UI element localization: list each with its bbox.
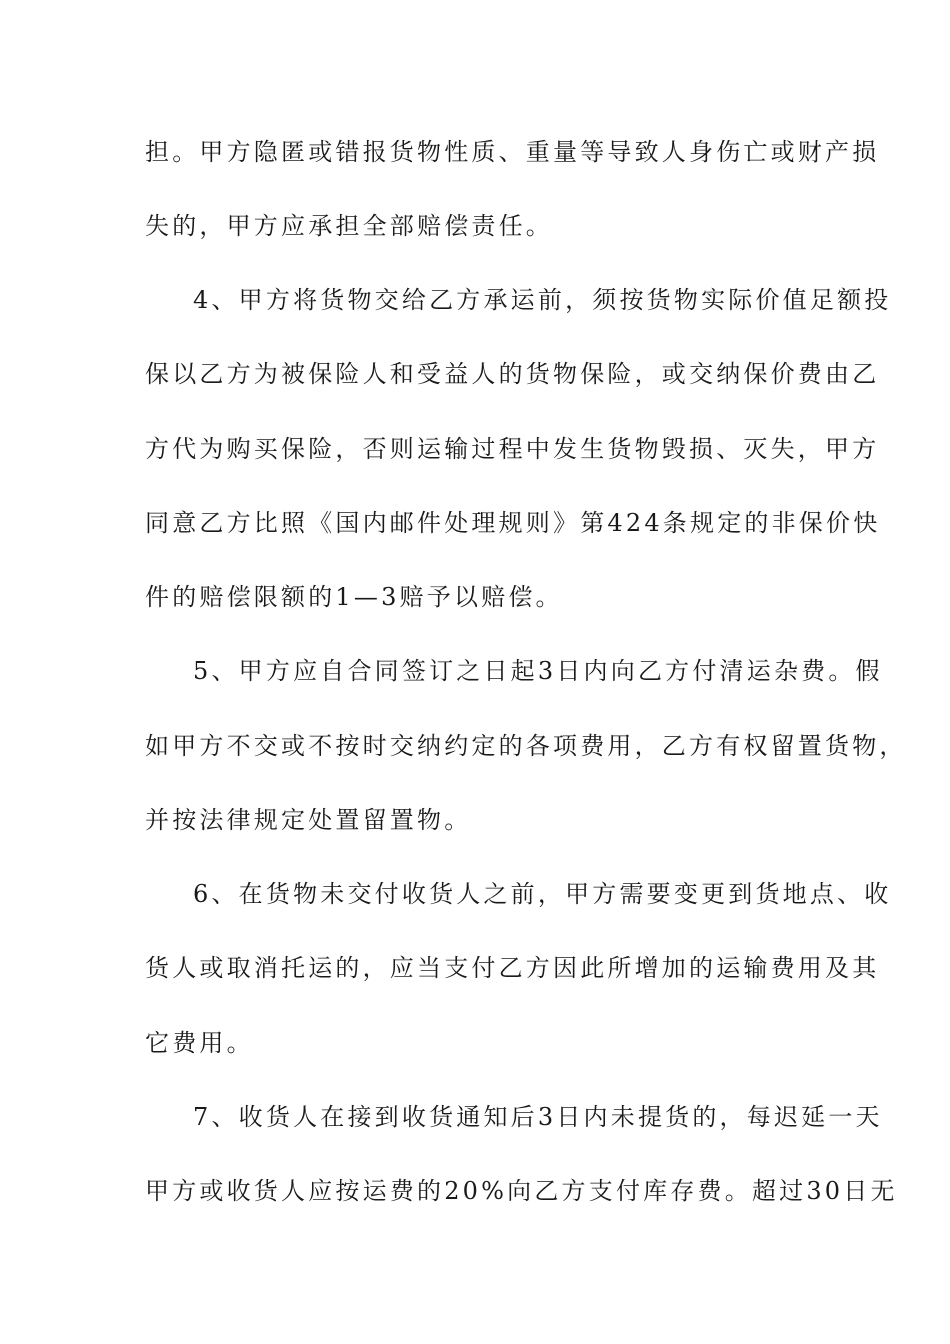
- text-line: 担。甲方隐匿或错报货物性质、重量等导致人身伤亡或财产损: [145, 138, 880, 166]
- text-line: 方代为购买保险，否则运输过程中发生货物毁损、灭失，甲方: [145, 435, 880, 463]
- text-line: 并按法律规定处置留置物。: [145, 806, 472, 834]
- text-line: 它费用。: [145, 1029, 254, 1057]
- paragraph-7-start: 7、收货人在接到收货通知后3日内未提货的，每迟延一天: [193, 1103, 883, 1131]
- text-line: 甲方或收货人应按运费的20%向乙方支付库存费。超过30日无: [145, 1177, 898, 1205]
- text-line: 同意乙方比照《国内邮件处理规则》第424条规定的非保价快: [145, 509, 881, 537]
- text-line: 货人或取消托运的，应当支付乙方因此所增加的运输费用及其: [145, 954, 880, 982]
- paragraph-4-start: 4、甲方将货物交给乙方承运前，须按货物实际价值足额投: [193, 286, 892, 314]
- paragraph-6-start: 6、在货物未交付收货人之前，甲方需要变更到货地点、收: [193, 880, 892, 908]
- text-line: 保以乙方为被保险人和受益人的货物保险，或交纳保价费由乙: [145, 360, 880, 388]
- text-line: 失的，甲方应承担全部赔偿责任。: [145, 212, 553, 240]
- paragraph-5-start: 5、甲方应自合同签订之日起3日内向乙方付清运杂费。假: [193, 657, 883, 685]
- text-line: 如甲方不交或不按时交纳约定的各项费用，乙方有权留置货物，: [145, 732, 907, 760]
- text-line: 件的赔偿限额的1—3赔予以赔偿。: [145, 583, 563, 611]
